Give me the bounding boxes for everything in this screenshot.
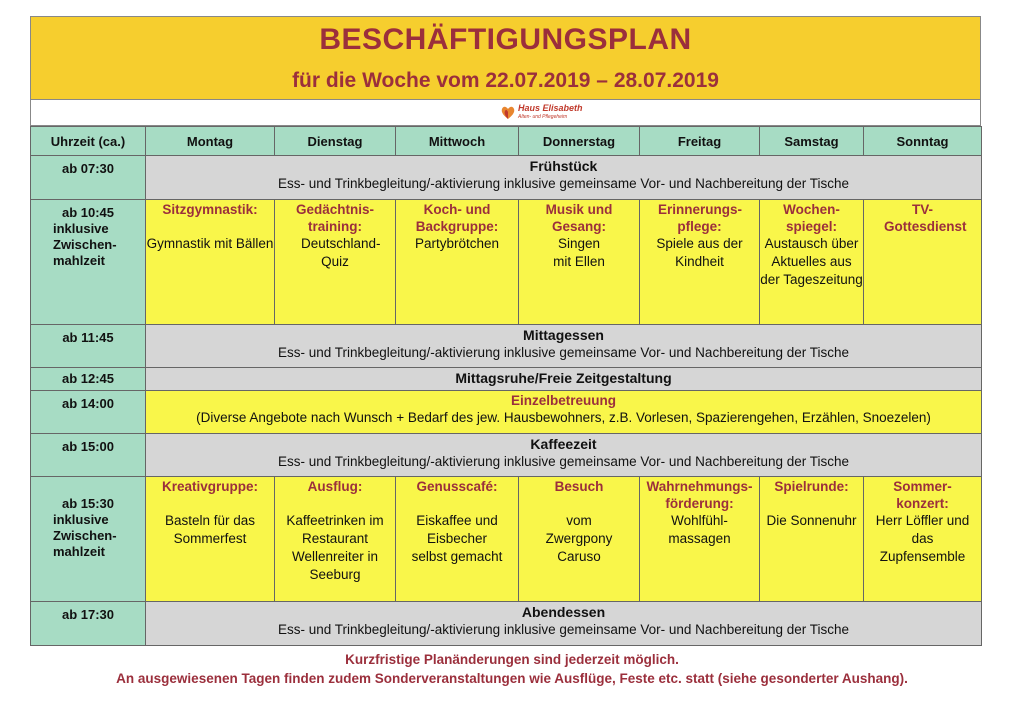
rest-cell: Mittagsruhe/Freie Zeitgestaltung: [146, 368, 982, 391]
page-title: BESCHÄFTIGUNGSPLAN: [319, 23, 692, 56]
activity-cell-friday: Wahrnehmungs-förderung: Wohlfühl-massagen: [640, 477, 760, 602]
time-cell: ab 15:00: [31, 434, 146, 477]
activity-cell-friday: Erinnerungs-pflege: Spiele aus der Kindheit: [640, 200, 760, 325]
logo: [501, 103, 621, 123]
plan-header: [30, 16, 981, 100]
column-header-monday: Montag: [146, 127, 275, 156]
column-header-thursday: Donnerstag: [519, 127, 640, 156]
column-header-tuesday: Dienstag: [275, 127, 396, 156]
header-row: [31, 127, 982, 156]
time-cell: ab 12:45: [31, 368, 146, 391]
heart-hand-icon: [501, 104, 515, 120]
time-cell: ab 11:45: [31, 325, 146, 368]
activity-cell-sunday: TV-Gottesdienst: [864, 200, 982, 325]
activity-cell-tuesday: Ausflug: Kaffeetrinken im Restaurant Wellenreiter in Seeburg: [275, 477, 396, 602]
care-cell: Einzelbetreuung (Diverse Angebote nach Wunsch + Bedarf des jew. Hausbewohners, z.B. Vorlesen, Spazierengehen, Erzählen, Snoezelen): [146, 391, 982, 434]
time-cell: ab 14:00: [31, 391, 146, 434]
activity-cell-tuesday: Gedächtnis-training: Deutschland-Quiz: [275, 200, 396, 325]
footer-note-2: An ausgewiesenen Tagen finden zudem Sonderveranstaltungen wie Ausflüge, Feste etc. statt (siehe gesonderter Aushang).: [116, 671, 908, 686]
meal-cell: Mittagessen Ess- und Trinkbegleitung/-aktivierung inklusive gemeinsame Vor- und Nachbereitung der Tische: [146, 325, 982, 368]
activity-cell-monday: Sitzgymnastik: Gymnastik mit Bällen: [146, 200, 275, 325]
row-afternoon-activities: [31, 477, 982, 602]
column-header-saturday: Samstag: [760, 127, 864, 156]
activity-cell-thursday: Musik und Gesang: Singen mit Ellen: [519, 200, 640, 325]
meal-cell: [146, 156, 982, 200]
activity-cell-wednesday: Koch- und Backgruppe: Partybrötchen: [396, 200, 519, 325]
page-subtitle: für die Woche vom 22.07.2019 – 28.07.2019: [292, 69, 719, 92]
time-cell: ab 17:30: [31, 602, 146, 646]
meal-cell: Abendessen Ess- und Trinkbegleitung/-aktivierung inklusive gemeinsame Vor- und Nachbereitung der Tische: [146, 602, 982, 646]
column-header-time: Uhrzeit (ca.): [31, 127, 146, 156]
row-morning-activities: [31, 200, 982, 325]
row-rest: [31, 368, 982, 391]
row-dinner: [31, 602, 982, 646]
schedule-table: [30, 126, 982, 646]
time-note: inklusive Zwischen-mahlzeit: [53, 221, 117, 268]
time-cell: ab 15:30 inklusive Zwischen-mahlzeit: [31, 477, 146, 602]
column-header-sunday: Sonntag: [864, 127, 982, 156]
activity-cell-monday: Kreativgruppe: Basteln für das Sommerfest: [146, 477, 275, 602]
activity-cell-wednesday: Genusscafé: Eiskaffee und Eisbecher selbst gemacht: [396, 477, 519, 602]
meal-title: Frühstück: [529, 158, 598, 174]
column-header-wednesday: Mittwoch: [396, 127, 519, 156]
row-breakfast: [31, 156, 982, 200]
row-lunch: [31, 325, 982, 368]
row-coffee: [31, 434, 982, 477]
column-header-friday: Freitag: [640, 127, 760, 156]
time-cell: ab 07:30: [31, 156, 146, 200]
logo-name: Haus Elisabeth: [518, 103, 583, 113]
activity-cell-thursday: Besuch vom Zwergpony Caruso: [519, 477, 640, 602]
meal-description: Ess- und Trinkbegleitung/-aktivierung inklusive gemeinsame Vor- und Nachbereitung der Tische: [277, 176, 850, 191]
footer-note-1: Kurzfristige Planänderungen sind jederzeit möglich.: [345, 652, 679, 667]
time-cell: ab 10:45 inklusive Zwischen-mahlzeit: [31, 200, 146, 325]
row-individual-care: [31, 391, 982, 434]
logo-bar: [30, 100, 981, 126]
activity-cell-saturday: Wochen-spiegel: Austausch über Aktuelles aus der Tageszeitung: [760, 200, 864, 325]
activity-cell-sunday: Sommer-konzert: Herr Löffler und das Zupfensemble: [864, 477, 982, 602]
meal-cell: Kaffeezeit Ess- und Trinkbegleitung/-aktivierung inklusive gemeinsame Vor- und Nachbereitung der Tische: [146, 434, 982, 477]
activity-cell-saturday: Spielrunde: Die Sonnenuhr: [760, 477, 864, 602]
logo-subtitle: Alten- und Pflegeheim: [518, 114, 568, 120]
time-note: inklusive Zwischen-mahlzeit: [53, 512, 117, 559]
